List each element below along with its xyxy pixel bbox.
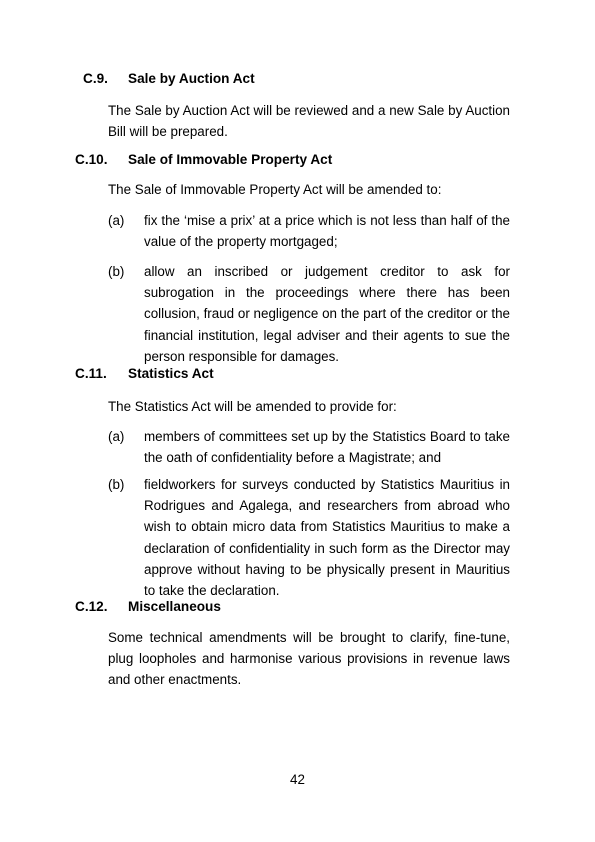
section-title: Sale by Auction Act [128,71,255,86]
list-item-text: fix the ‘mise a prix’ at a price which is not less than half of the value of the property mortgaged; [144,213,510,250]
list-item-marker: (a) [108,213,125,228]
section-paragraph: The Sale of Immovable Property Act will be amended to: [108,182,442,197]
list-item-text: members of committees set up by the Statistics Board to take the oath of confidentiality before a Magistrate; and [144,429,510,466]
section-paragraph: The Statistics Act will be amended to provide for: [108,399,397,414]
section-number: C.9. [83,71,108,86]
list-item-text: fieldworkers for surveys conducted by Statistics Mauritius in Rodrigues and Agalega, and researchers from abroad who wish to obtain micro data from Statistics Mauritius to make a declaration of confidentiality in such form as the Director may approve without having to be physically present in Mauritius to take the declaration. [144,477,510,599]
section-number: C.11. [75,366,107,381]
section-title: Statistics Act [128,366,214,381]
section-number: C.10. [75,152,108,167]
section-number: C.12. [75,599,108,614]
list-item-marker: (a) [108,429,125,444]
section-title: Miscellaneous [128,599,221,614]
section-paragraph: Some technical amendments will be brought to clarify, fine-tune, plug loopholes and harmonise various provisions in revenue laws and other enactments. [108,630,510,688]
list-item-text: allow an inscribed or judgement creditor to ask for subrogation in the proceedings where there has been collusion, fraud or negligence on the part of the creditor or the financial institution, legal adviser and their agents to sue the person responsible for damages. [144,264,510,364]
section-paragraph: The Sale by Auction Act will be reviewed and a new Sale by Auction Bill will be prepared. [108,103,510,140]
list-item-marker: (b) [108,264,125,279]
list-item-marker: (b) [108,477,125,492]
section-title: Sale of Immovable Property Act [128,152,333,167]
page-number: 42 [290,772,305,787]
